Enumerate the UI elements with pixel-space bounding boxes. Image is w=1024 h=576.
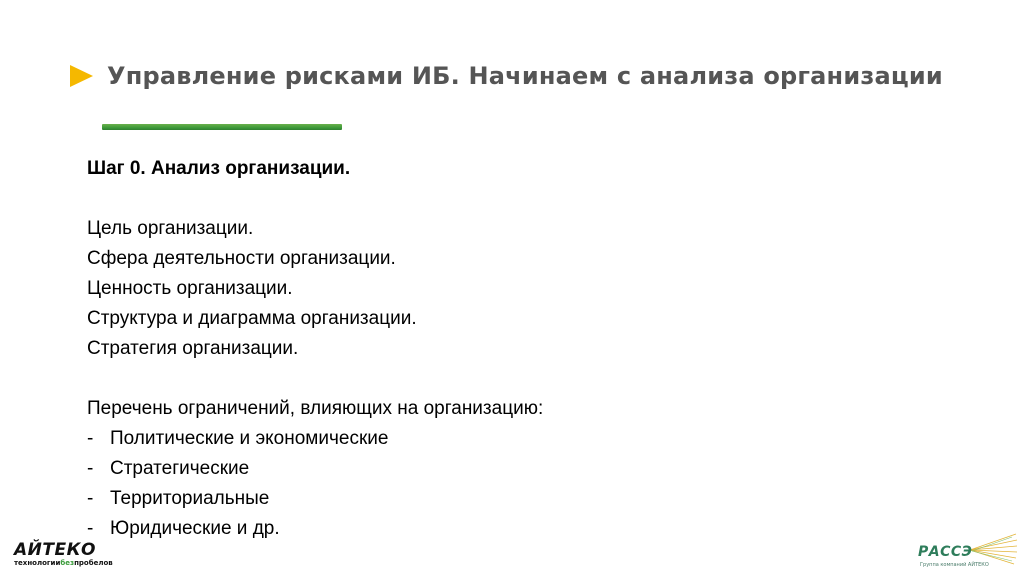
dash-bullet: - — [87, 428, 94, 449]
list-item — [87, 484, 947, 514]
logo-left-name: АЙТЕКО — [14, 540, 96, 560]
content-line-strategy: Стратегия организации. — [87, 338, 299, 359]
dash-bullet: - — [87, 518, 94, 539]
content-line-scope: Сфера деятельности организации. — [87, 248, 396, 269]
logo-right-subtitle: Группа компаний АЙТЕКО — [920, 562, 989, 568]
dash-bullet: - — [87, 488, 94, 509]
logo-left-tagline — [14, 559, 134, 568]
tagline-part: технологии — [14, 559, 61, 567]
list-item — [87, 514, 947, 544]
logo-right-name: РАССЭ — [918, 544, 973, 560]
list-item-label: Политические и экономические — [110, 428, 389, 449]
title-underline — [102, 124, 342, 130]
list-item — [87, 454, 947, 484]
slide-title: Управление рисками ИБ. Начинаем с анализа организации — [107, 62, 943, 90]
list-item-label: Территориальные — [110, 488, 270, 509]
list-item-label: Юридические и др. — [110, 518, 280, 539]
content-line-value: Ценность организации. — [87, 278, 293, 299]
play-arrow-icon — [67, 62, 95, 90]
step-heading: Шаг 0. Анализ организации. — [87, 158, 351, 179]
slide-header — [67, 56, 943, 96]
list-item — [87, 424, 947, 454]
dash-bullet: - — [87, 458, 94, 479]
slide-content — [87, 154, 947, 544]
company-logo-left — [14, 541, 134, 571]
content-line-goal: Цель организации. — [87, 218, 254, 239]
limitations-intro: Перечень ограничений, влияющих на организацию: — [87, 398, 544, 419]
tagline-part: пробелов — [74, 559, 113, 567]
list-item-label: Стратегические — [110, 458, 250, 479]
company-logo-right — [912, 532, 1018, 572]
content-line-structure: Структура и диаграмма организации. — [87, 308, 417, 329]
spacer — [87, 184, 947, 214]
tagline-part-accent: без — [60, 559, 75, 567]
spacer — [87, 364, 947, 394]
